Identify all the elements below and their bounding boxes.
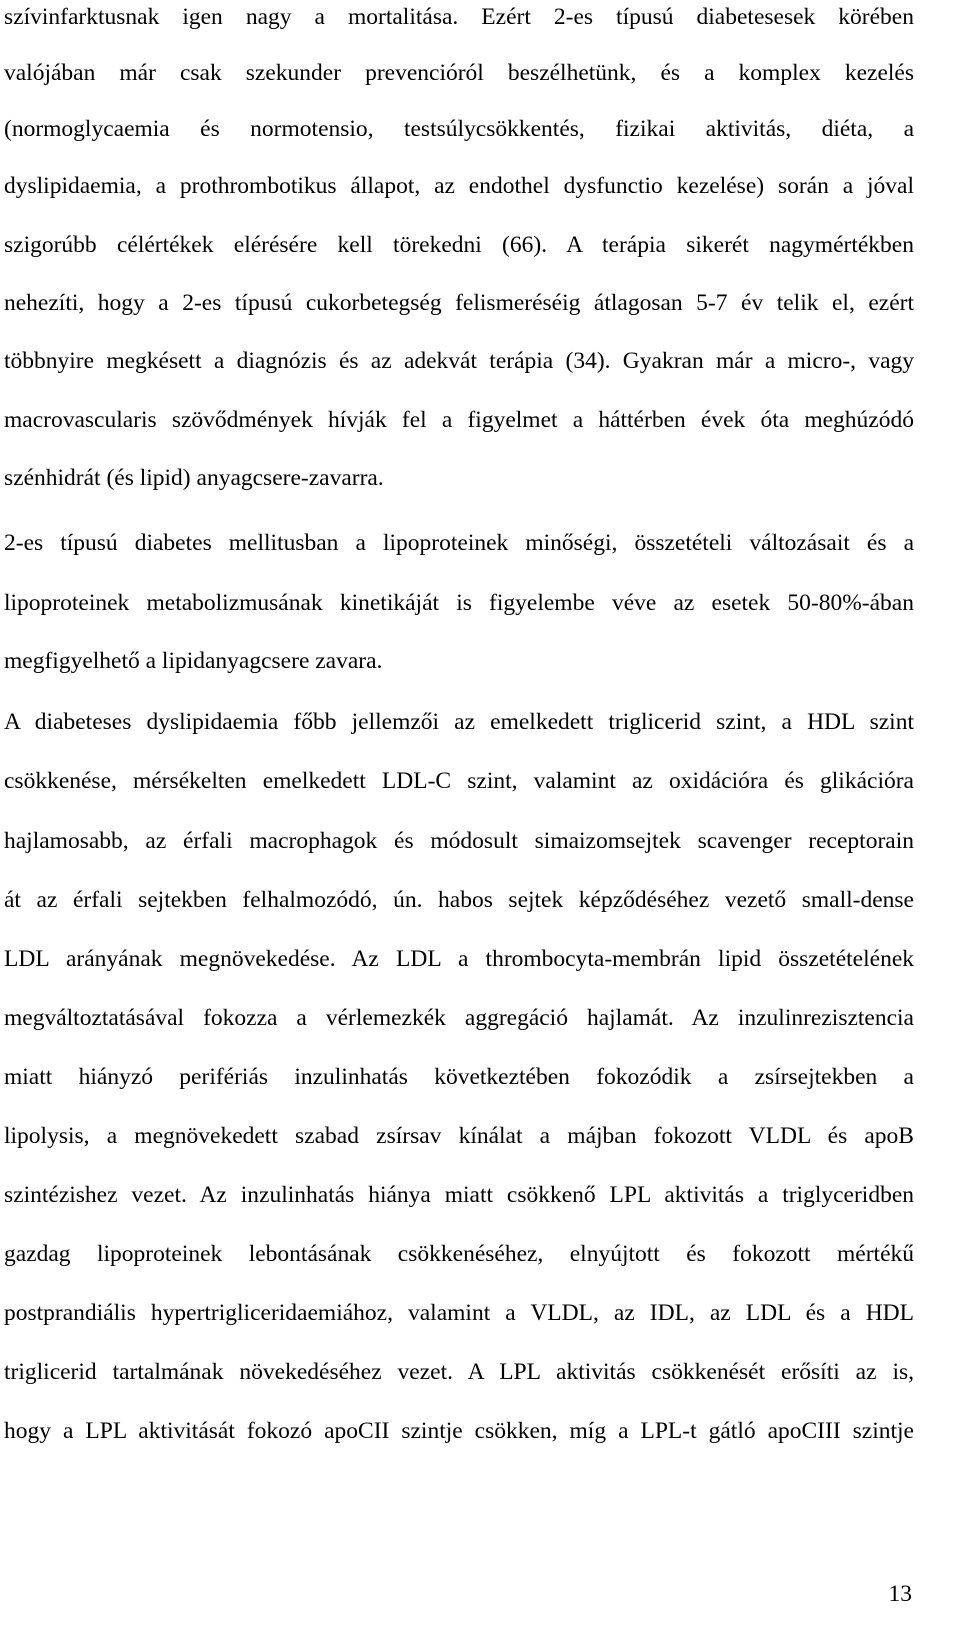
text-line: szívinfarktusnak igen nagy a mortalitása. Ezért 2-es típusú diabetesesek körében bbox=[4, 4, 914, 30]
text-line: miatt hiányzó perifériás inzulinhatás következtében fokozódik a zsírsejtekben a bbox=[4, 1064, 914, 1090]
text-line: lipolysis, a megnövekedett szabad zsírsav kínálat a májban fokozott VLDL és apoB bbox=[4, 1123, 914, 1149]
text-line: szigorúbb célértékek elérésére kell törekedni (66). A terápia sikerét nagymértékben bbox=[4, 232, 914, 258]
text-line: hajlamosabb, az érfali macrophagok és módosult simaizomsejtek scavenger receptorain bbox=[4, 828, 914, 854]
text-line: nehezíti, hogy a 2-es típusú cukorbetegség felismeréséig átlagosan 5-7 év telik el, ezért bbox=[4, 290, 914, 316]
text-line: macrovascularis szövődmények hívják fel a figyelmet a háttérben évek óta meghúzódó bbox=[4, 407, 914, 433]
text-line: 2-es típusú diabetes mellitusban a lipoproteinek minőségi, összetételi változásait és a bbox=[4, 530, 914, 556]
text-line: gazdag lipoproteinek lebontásának csökkenéséhez, elnyújtott és fokozott mértékű bbox=[4, 1241, 914, 1267]
text-line: A diabeteses dyslipidaemia főbb jellemzői az emelkedett triglicerid szint, a HDL szint bbox=[4, 709, 914, 735]
text-line: többnyire megkésett a diagnózis és az adekvát terápia (34). Gyakran már a micro-, vagy bbox=[4, 348, 914, 374]
text-line: postprandiális hypertrigliceridaemiához, valamint a VLDL, az IDL, az LDL és a HDL bbox=[4, 1300, 914, 1326]
text-line: LDL arányának megnövekedése. Az LDL a thrombocyta-membrán lipid összetételének bbox=[4, 946, 914, 972]
text-line: (normoglycaemia és normotensio, testsúlycsökkentés, fizikai aktivitás, diéta, a bbox=[4, 116, 914, 142]
page-number: 13 bbox=[888, 1581, 912, 1607]
text-line: megfigyelhető a lipidanyagcsere zavara. bbox=[4, 648, 383, 674]
text-line: dyslipidaemia, a prothrombotikus állapot, az endothel dysfunctio kezelése) során a jóval bbox=[4, 173, 914, 199]
text-line: csökkenése, mérsékelten emelkedett LDL-C szint, valamint az oxidációra és glikációra bbox=[4, 768, 914, 794]
text-line: szintézishez vezet. Az inzulinhatás hiánya miatt csökkenő LPL aktivitás a triglyceridben bbox=[4, 1182, 914, 1208]
text-line: triglicerid tartalmának növekedéséhez vezet. A LPL aktivitás csökkenését erősíti az is, bbox=[4, 1359, 914, 1385]
text-line: lipoproteinek metabolizmusának kinetikáját is figyelembe véve az esetek 50-80%-ában bbox=[4, 590, 914, 616]
text-line: hogy a LPL aktivitását fokozó apoCII szintje csökken, míg a LPL-t gátló apoCIII szintje bbox=[4, 1418, 914, 1444]
text-line: megváltoztatásával fokozza a vérlemezkék aggregáció hajlamát. Az inzulinrezisztencia bbox=[4, 1005, 914, 1031]
text-line: át az érfali sejtekben felhalmozódó, ún. habos sejtek képződéséhez vezető small-dense bbox=[4, 887, 914, 913]
text-line: szénhidrát (és lipid) anyagcsere-zavarra. bbox=[4, 465, 384, 491]
text-line: valójában már csak szekunder prevencióról beszélhetünk, és a komplex kezelés bbox=[4, 60, 914, 86]
